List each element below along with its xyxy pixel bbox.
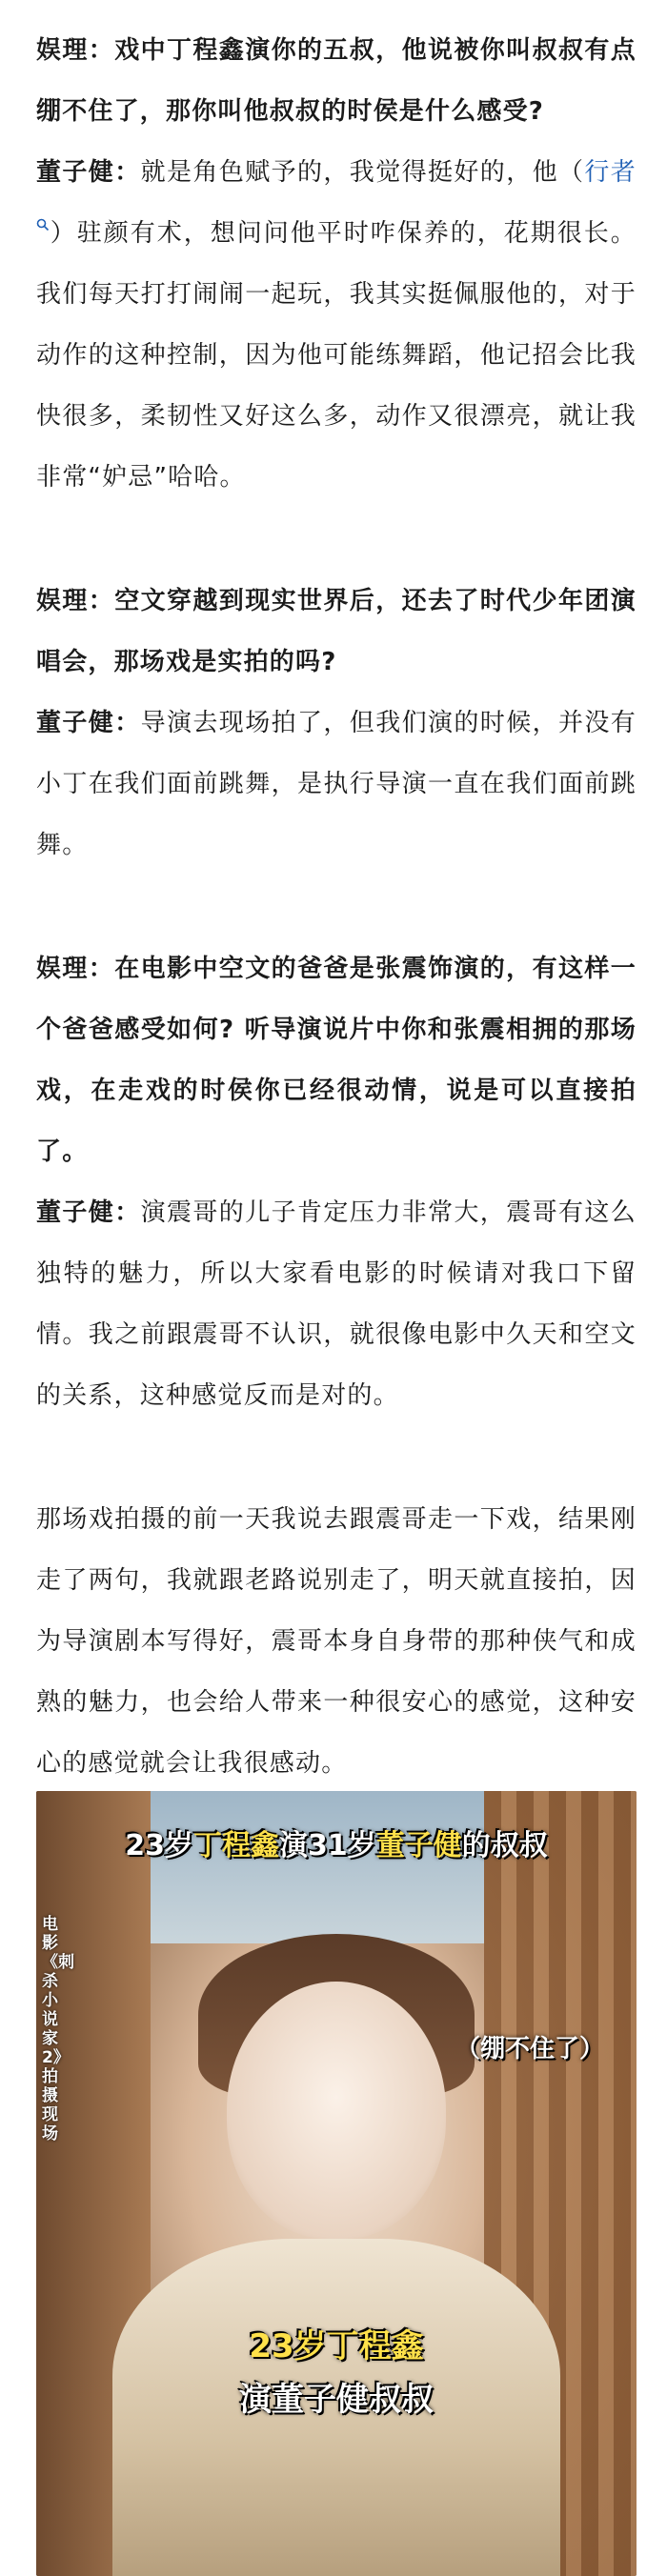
question-label: 娱理：	[36, 955, 115, 983]
answer-label: 董子健：	[36, 709, 141, 737]
actor-face	[227, 1982, 446, 2239]
closing-paragraph: 那场戏拍摄的前一天我说去跟震哥走一下戏，结果刚走了两句，我就跟老路说别走了，明天就直接拍，因为导演剧本写得好，震哥本身自身带的那种侠气和成熟的魅力，也会给人带来一种很安心的感觉，这种安心的感觉就会让我很感动。	[36, 1505, 637, 1778]
answer-1	[36, 142, 637, 508]
photo-caption-top: 23岁丁程鑫演31岁董子健的叔叔	[125, 1829, 548, 1862]
answer-text-cont: ）驻颜有术，想问问他平时咋保养的，花期很长。我们每天打打闹闹一起玩，我其实挺佩服他的，对于动作的这种控制，因为他可能练舞蹈，他记招会比我快很多，柔韧性又好这么多，动作又很漂亮，就让我非常“妒忌”哈哈。	[36, 219, 637, 492]
question-text: 空文穿越到现实世界后，还去了时代少年团演唱会，那场戏是实拍的吗?	[36, 587, 637, 676]
question-2	[36, 571, 637, 693]
question-label: 娱理：	[36, 587, 115, 615]
question-label: 娱理：	[36, 36, 115, 65]
search-link-label: 行者	[584, 158, 637, 187]
answer-text: 演震哥的儿子肯定压力非常大，震哥有这么独特的魅力，所以大家看电影的时候请对我口下留情。我之前跟震哥不认识，就很像电影中久天和空文的关系，这种感觉反而是对的。	[36, 1198, 637, 1410]
answer-3	[36, 1182, 637, 1426]
photo-reaction-caption: （绷不住了）	[455, 2035, 605, 2063]
answer-text: 就是角色赋予的，我觉得挺好的，他（	[140, 158, 585, 187]
article-body	[36, 0, 637, 1794]
search-icon	[36, 218, 50, 231]
question-1	[36, 20, 637, 142]
answer-label: 董子健：	[36, 158, 141, 187]
photo-side-caption: 电影《刺杀小说家2》拍摄现场	[42, 1915, 74, 2143]
answer-text: 导演去现场拍了，但我们演的时候，并没有小丁在我们面前跳舞，是执行导演一直在我们面前跳舞。	[36, 709, 637, 859]
question-text: 在电影中空文的爸爸是张震饰演的，有这样一个爸爸感受如何? 听导演说片中你和张震相拥的那场戏，在走戏的时侯你已经很动情，说是可以直接拍了。	[36, 955, 637, 1166]
question-text: 戏中丁程鑫演你的五叔，他说被你叫叔叔有点绷不住了，那你叫他叔叔的时侯是什么感受?	[36, 36, 637, 126]
question-3	[36, 938, 637, 1182]
film-still-photo	[36, 1791, 637, 2576]
answer-2	[36, 693, 637, 875]
photo-caption-bottom: 23岁丁程鑫 演董子健叔叔	[239, 2327, 434, 2419]
answer-label: 董子健：	[36, 1198, 141, 1227]
